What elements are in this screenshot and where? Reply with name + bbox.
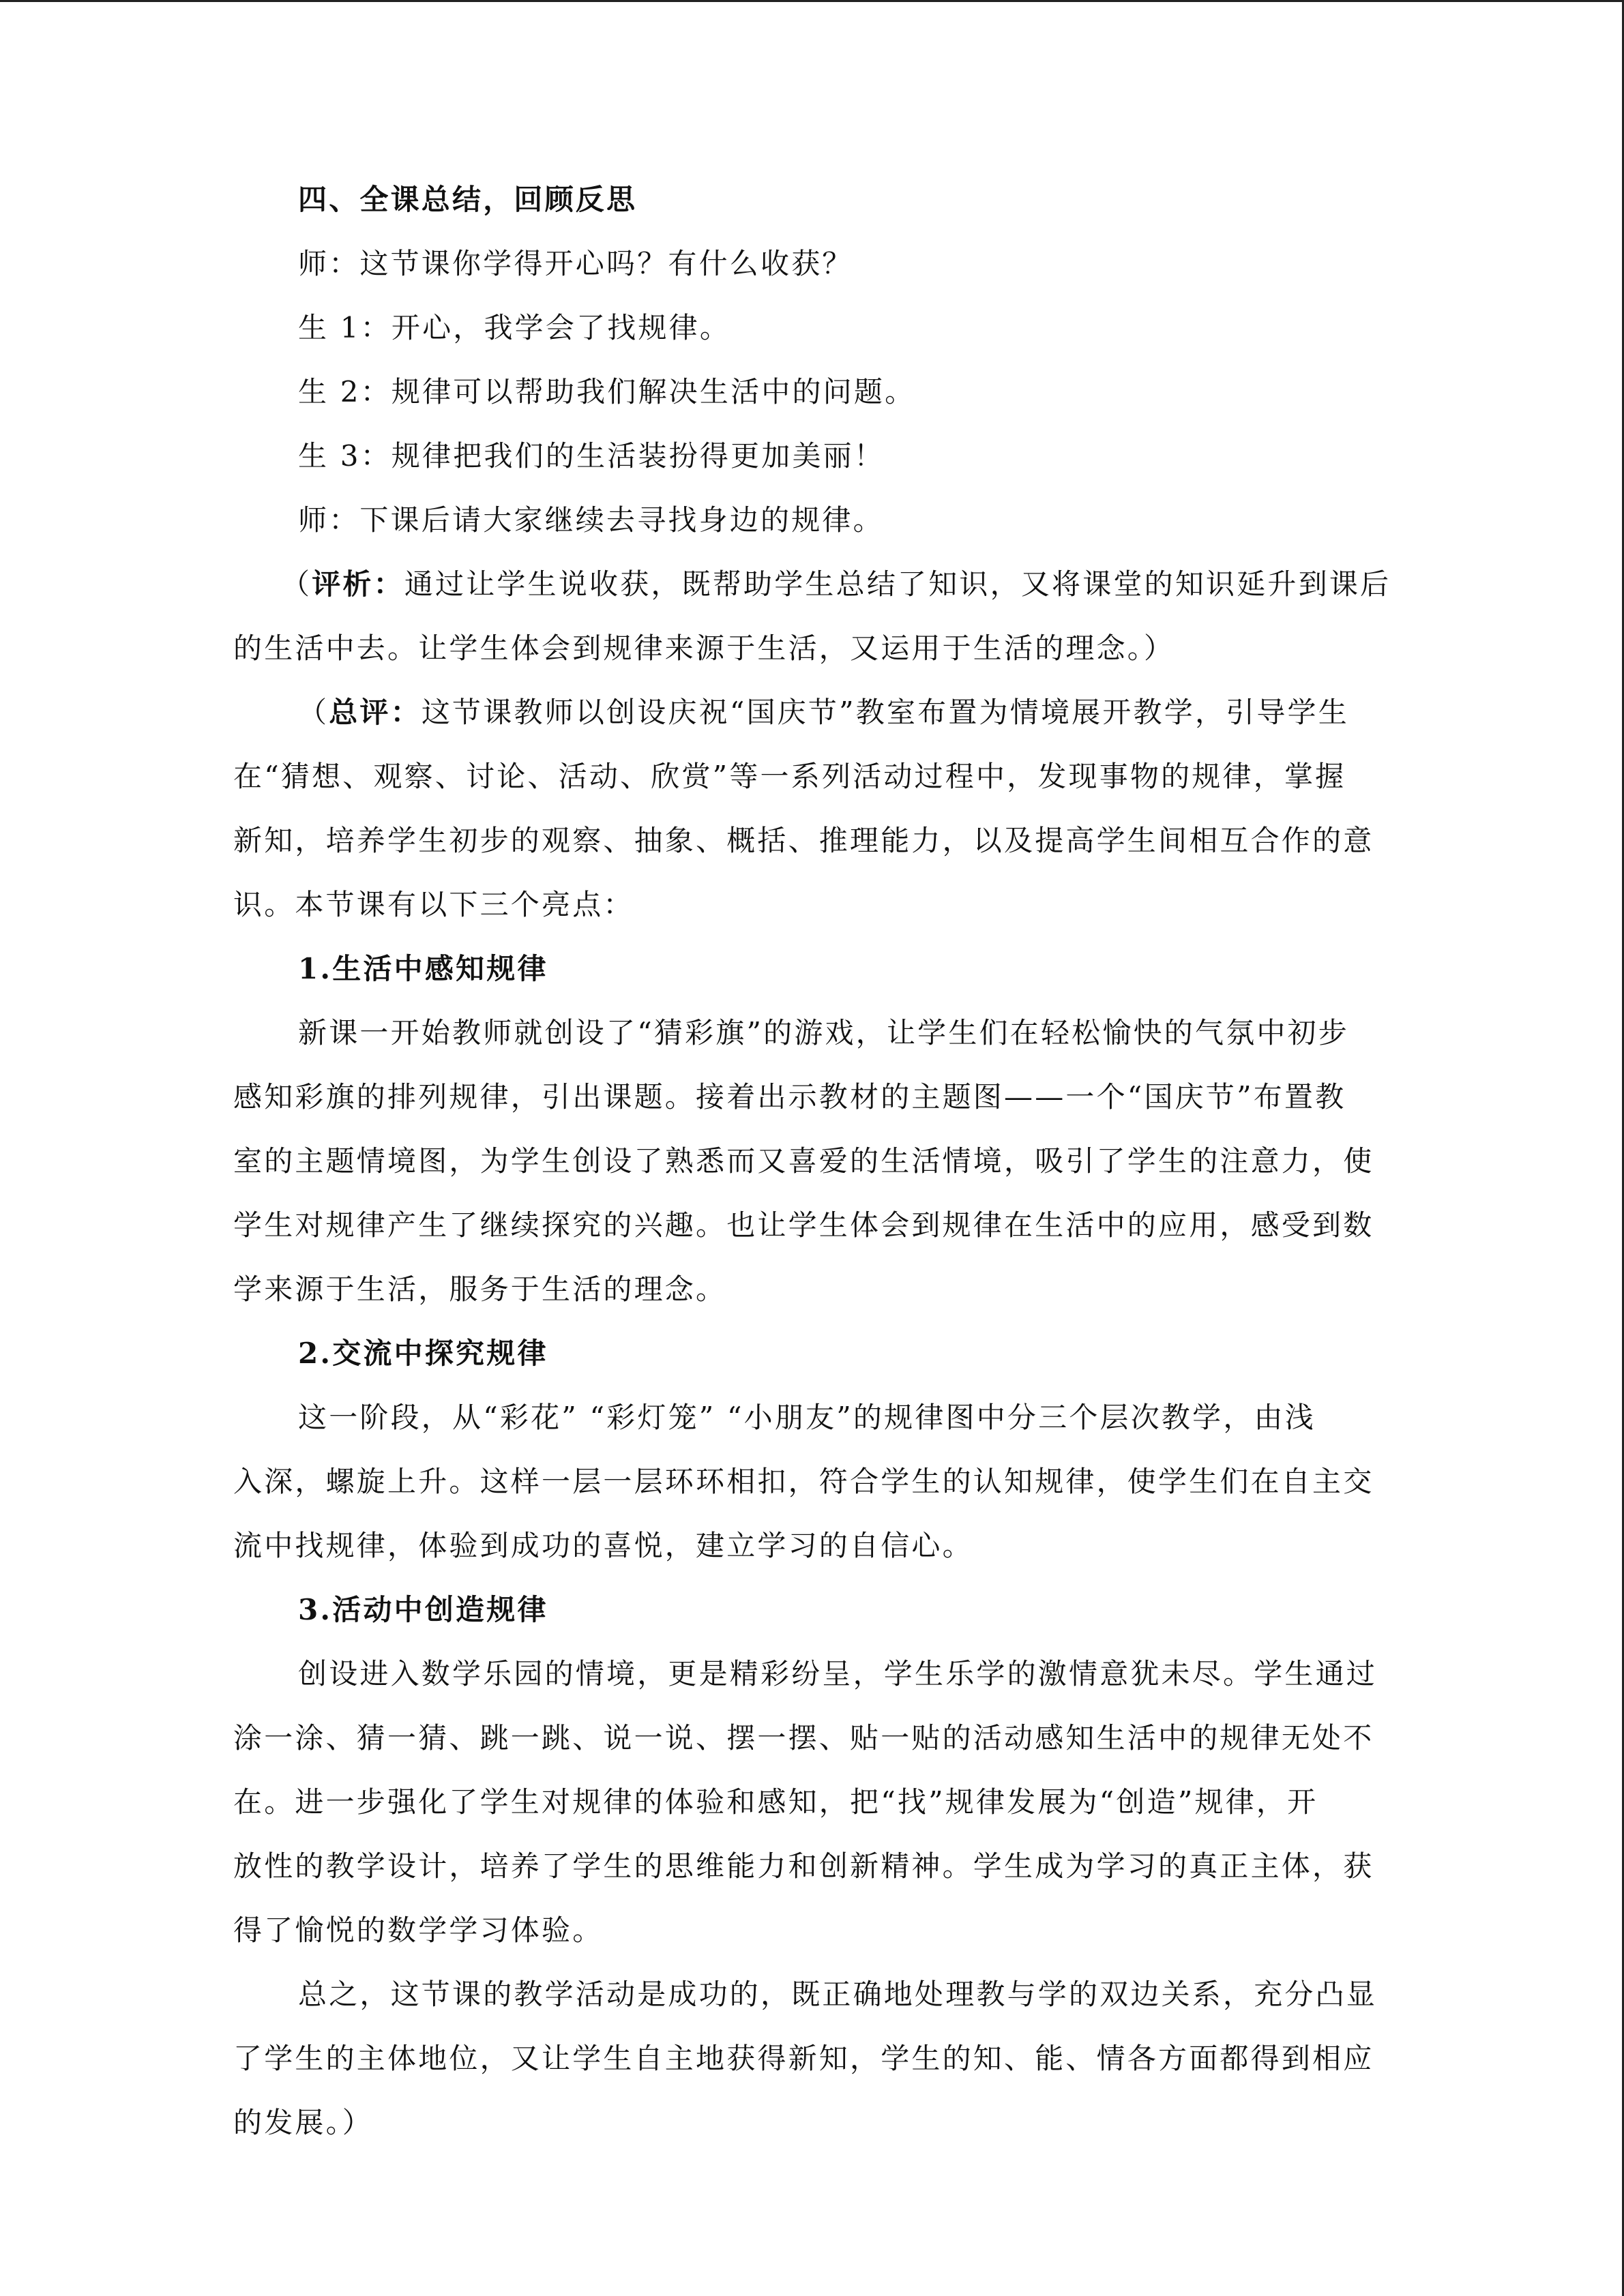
point-text-line: 在。进一步强化了学生对规律的体验和感知，把“找”规律发展为“创造”规律，开 bbox=[233, 1785, 1318, 1819]
analysis-text: 通过让学生说收获，既帮助学生总结了知识，又将课堂的知识延升到课后 bbox=[404, 567, 1391, 601]
section-title: 四、全课总结，回顾反思 bbox=[298, 183, 638, 216]
dialogue-line: 生 3：规律把我们的生活装扮得更加美丽！ bbox=[298, 439, 885, 473]
point-text-line: 入深，螺旋上升。这样一层一层环环相扣，符合学生的认知规律，使学生们在自主交 bbox=[233, 1465, 1374, 1498]
dialogue-line: 生 2：规律可以帮助我们解决生活中的问题。 bbox=[298, 375, 916, 408]
conclusion-line: 了学生的主体地位，又让学生自主地获得新知，学生的知、能、情各方面都得到相应 bbox=[233, 2042, 1374, 2075]
point-text-line: 学来源于生活，服务于生活的理念。 bbox=[233, 1272, 727, 1306]
point-heading: 1.生活中感知规律 bbox=[298, 952, 548, 985]
conclusion-line: 总之，这节课的教学活动是成功的，既正确地处理教与学的双边关系，充分凸显 bbox=[298, 1978, 1378, 2011]
point-text-line: 室的主题情境图，为学生创设了熟悉而又喜爱的生活情境，吸引了学生的注意力，使 bbox=[233, 1144, 1374, 1178]
conclusion-line: 的发展。） bbox=[233, 2106, 374, 2139]
point-heading: 2.交流中探究规律 bbox=[298, 1337, 548, 1370]
dialogue-line: 师：下课后请大家继续去寻找身边的规律。 bbox=[298, 503, 884, 537]
point-text-line: 学生对规律产生了继续探究的兴趣。也让学生体会到规律在生活中的应用，感受到数 bbox=[233, 1208, 1374, 1242]
analysis-open-paren: （ bbox=[281, 567, 312, 601]
summary-text-line: 新知，培养学生初步的观察、抽象、概括、推理能力，以及提高学生间相互合作的意 bbox=[233, 824, 1374, 857]
analysis-label: 评析： bbox=[312, 567, 404, 601]
point-text-line: 放性的教学设计，培养了学生的思维能力和创新精神。学生成为学习的真正主体，获 bbox=[233, 1849, 1374, 1883]
analysis-text-line: 的生活中去。让学生体会到规律来源于生活，又运用于生活的理念。） bbox=[233, 631, 1175, 665]
dialogue-line: 师：这节课你学得开心吗？有什么收获？ bbox=[298, 247, 853, 280]
summary-label: 总评： bbox=[329, 696, 422, 729]
summary-text-line: 识。本节课有以下三个亮点： bbox=[233, 888, 634, 921]
point-text-line: 感知彩旗的排列规律，引出课题。接着出示教材的主题图——一个“国庆节”布置教 bbox=[233, 1080, 1346, 1114]
document-body bbox=[233, 168, 1469, 2155]
summary-paragraph bbox=[233, 681, 1469, 745]
summary-text-line: 在“猜想、观察、讨论、活动、欣赏”等一系列活动过程中，发现事物的规律，掌握 bbox=[233, 760, 1346, 793]
analysis-paragraph bbox=[233, 552, 1469, 616]
point-heading: 3.活动中创造规律 bbox=[298, 1593, 548, 1626]
point-text-line: 流中找规律，体验到成功的喜悦，建立学习的自信心。 bbox=[233, 1529, 973, 1562]
point-text-line: 涂一涂、猜一猜、跳一跳、说一说、摆一摆、贴一贴的活动感知生活中的规律无处不 bbox=[233, 1721, 1374, 1755]
summary-open-paren: （ bbox=[298, 696, 329, 729]
point-text-line: 得了愉悦的数学学习体验。 bbox=[233, 1913, 604, 1947]
summary-text: 这节课教师以创设庆祝“国庆节”教室布置为情境展开教学，引导学生 bbox=[421, 696, 1349, 729]
point-text-line: 新课一开始教师就创设了“猜彩旗”的游戏，让学生们在轻松愉快的气氛中初步 bbox=[298, 1016, 1349, 1049]
point-text-line: 创设进入数学乐园的情境，更是精彩纷呈，学生乐学的激情意犹未尽。学生通过 bbox=[298, 1657, 1378, 1690]
dialogue-line: 生 1：开心，我学会了找规律。 bbox=[298, 311, 731, 344]
page-border-top bbox=[0, 0, 1624, 2]
point-text-line: 这一阶段，从“彩花” “彩灯笼” “小朋友”的规律图中分三个层次教学，由浅 bbox=[298, 1401, 1316, 1434]
